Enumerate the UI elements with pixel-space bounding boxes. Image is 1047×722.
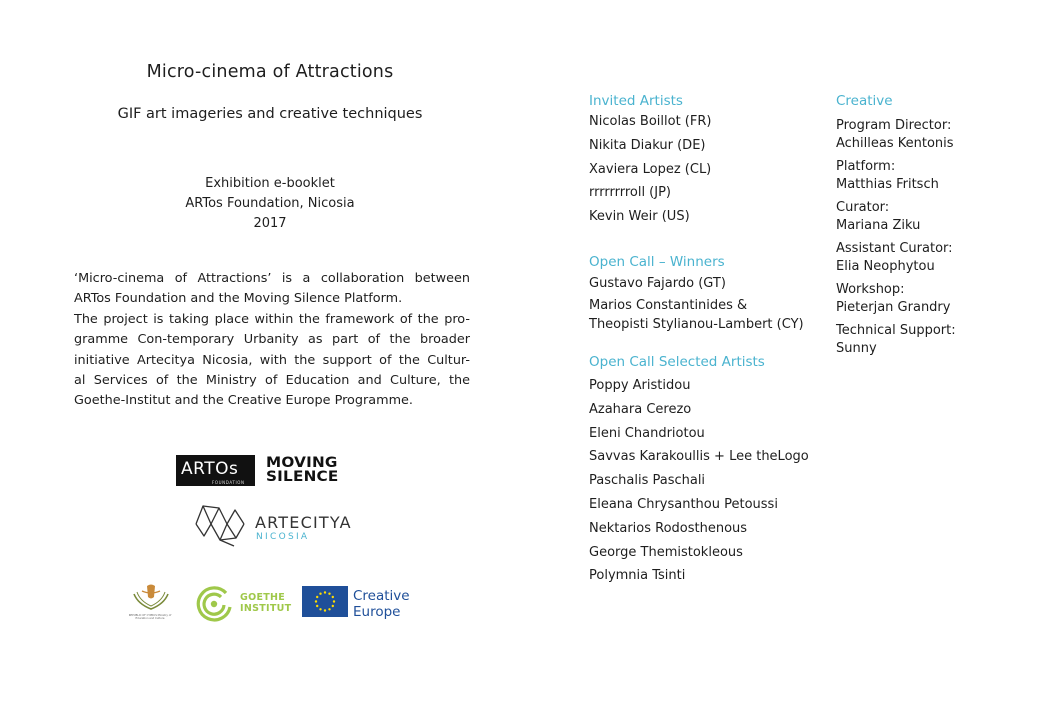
artist-item: Nikita Diakur (DE) <box>589 137 706 153</box>
section-title: Open Call Selected Artists <box>589 354 765 370</box>
artecitya-logo-subtext: NICOSIA <box>256 532 310 542</box>
europe-line: Europe <box>353 603 401 620</box>
section-title: Creative <box>836 93 893 109</box>
meta-line: ARTos Foundation, Nicosia <box>185 196 355 211</box>
credit-name: Elia Neophytou <box>836 258 935 274</box>
description-paragraph <box>74 269 470 412</box>
selected-artist-item: Nektarios Rodosthenous <box>589 520 748 536</box>
artos-foundation-logo <box>176 455 255 486</box>
credit-entry <box>836 281 956 316</box>
goethe-line: GOETHE <box>240 592 286 603</box>
goethe-institut-logo-text <box>240 592 291 614</box>
description-line: al Services of the Ministry of Education and Culture, the <box>74 373 470 389</box>
credit-name: Mariana Ziku <box>836 217 921 233</box>
description-line: gramme Con-temporary Urbanity as part of the broader <box>74 332 470 348</box>
booklet-meta <box>95 174 445 234</box>
description-line: Goethe-Institut and the Creative Europe Programme. <box>74 393 413 409</box>
selected-artist-item: Poppy Aristidou <box>589 378 691 393</box>
section-title: Invited Artists <box>589 93 683 109</box>
winner-item: Theopisti Stylianou-Lambert (CY) <box>589 316 804 332</box>
booklet-title: Micro-cinema of Attractions <box>146 62 394 82</box>
artist-item: Xaviera Lopez (CL) <box>589 161 712 177</box>
description-line: The project is taking place within the framework of the pro- <box>74 311 470 327</box>
artist-item: Nicolas Boillot (FR) <box>589 114 712 129</box>
credit-role: Assistant Curator: <box>836 241 953 256</box>
artos-logo-text: ARTOs <box>181 459 239 479</box>
credit-role: Platform: <box>836 159 896 174</box>
artecitya-logo-text: ARTECITYA <box>255 513 352 532</box>
credit-role: Workshop: <box>836 282 905 297</box>
description-line: initiative Artecitya Nicosia, with the support of the Cultur- <box>74 352 470 368</box>
silence-logo-line: SILENCE <box>266 469 339 485</box>
credit-role: Program Director: <box>836 118 952 133</box>
selected-artist-item: Eleni Chandriotou <box>589 425 705 441</box>
selected-artist-item: Polymnia Tsinti <box>589 568 686 584</box>
winner-item: Marios Constantinides & <box>589 298 748 313</box>
moving-logo-line: MOVING <box>266 455 338 471</box>
creative-line: Creative <box>353 588 410 604</box>
goethe-institut-mark-icon <box>194 585 238 623</box>
winner-item: Gustavo Fajardo (GT) <box>589 276 726 291</box>
booklet-subtitle: GIF art imageries and creative techniques <box>117 106 423 122</box>
open-call-selected-section <box>589 353 809 588</box>
artist-item: rrrrrrrroll (JP) <box>589 185 671 201</box>
artos-logo-subtext: FOUNDATION <box>212 480 245 485</box>
description-line: ‘Micro-cinema of Attractions’ is a collaboration between <box>74 271 470 286</box>
creative-europe-logo-text <box>353 589 410 620</box>
artist-item: Kevin Weir (US) <box>589 209 690 225</box>
credit-name: Achilleas Kentonis <box>836 135 954 151</box>
meta-line: 2017 <box>253 216 287 231</box>
section-title: Open Call – Winners <box>589 254 725 270</box>
selected-artist-item: Azahara Cerezo <box>589 401 692 417</box>
credit-name: Pieterjan Grandry <box>836 299 951 315</box>
credit-name: Sunny <box>836 340 877 356</box>
credit-entry <box>836 117 956 152</box>
cyprus-coat-of-arms-icon <box>128 582 174 614</box>
moving-silence-logo <box>266 456 339 484</box>
credit-name: Matthias Fritsch <box>836 176 939 192</box>
meta-line: Exhibition e-booklet <box>205 176 335 191</box>
open-call-winners-section <box>589 253 804 334</box>
description-line: ARTos Foundation and the Moving Silence Platform. <box>74 291 403 307</box>
invited-artists-section <box>589 92 711 229</box>
selected-artist-item: George Themistokleous <box>589 544 743 560</box>
artecitya-mark-icon <box>194 502 252 548</box>
creative-credits-section <box>836 92 956 357</box>
institut-line: INSTITUT <box>240 603 292 614</box>
eu-flag-icon <box>302 586 348 617</box>
credit-role: Technical Support: <box>836 323 956 338</box>
cyprus-ministry-caption: REPUBLIC OF CYPRUS Ministry of Education and Culture <box>128 614 172 621</box>
credit-entry <box>836 158 956 193</box>
selected-artist-item: Savvas Karakoullis + Lee theLogo <box>589 449 809 465</box>
credit-entry <box>836 322 956 357</box>
credit-entry <box>836 199 956 234</box>
credit-role: Curator: <box>836 200 890 215</box>
selected-artist-item: Eleana Chrysanthou Petoussi <box>589 496 778 512</box>
selected-artist-item: Paschalis Paschali <box>589 473 706 489</box>
credit-entry <box>836 240 956 275</box>
